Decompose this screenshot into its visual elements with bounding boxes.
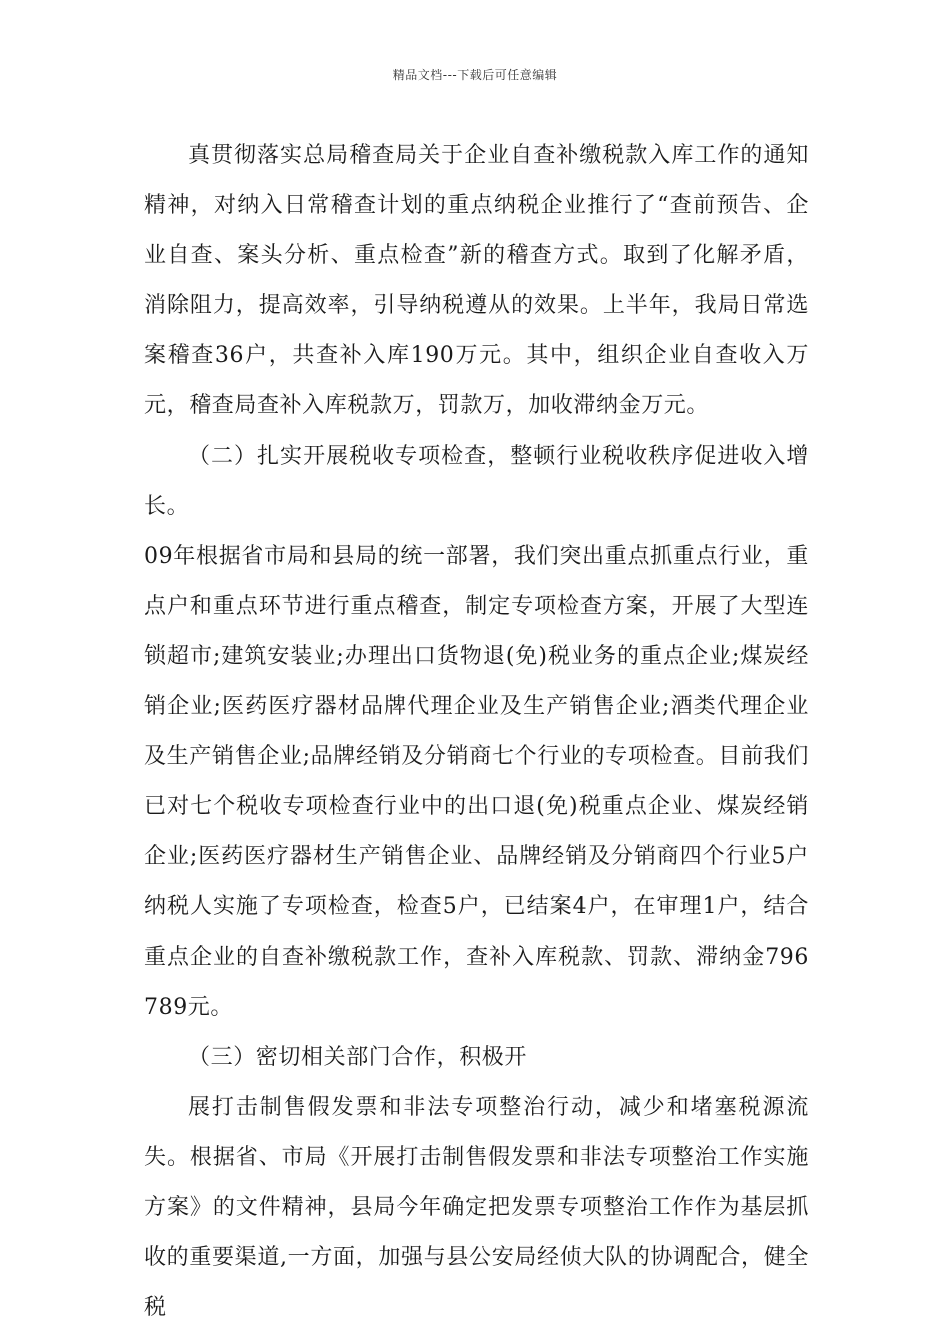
page-header: 精品文档---下载后可任意编辑	[392, 68, 558, 82]
paragraph-self-inspection: 真贯彻落实总局稽查局关于企业自查补缴税款入库工作的通知精神，对纳入日常稽查计划的重点纳税企业推行了“查前预告、企业自查、案头分析、重点检查”新的稽查方式。取到了化解矛盾，消除阻力，提高效率，引导纳税遵从的效果。上半年，我局日常选案稽查36户，共查补入库190万元。其中，组织企业自查收入万元，稽查局查补入库税款万，罚款万，加收滞纳金万元。	[144, 143, 809, 419]
paragraph-section-3-heading: （三）密切相关部门合作，积极开	[188, 1044, 528, 1070]
paragraph-special-inspection: 09年根据省市局和县局的统一部署，我们突出重点抓重点行业，重点户和重点环节进行重点稽查，制定专项检查方案，开展了大型连锁超市;建筑安装业;办理出口货物退(免)税业务的重点企业;煤炭经销企业;医药医疗器材品牌代理企业及生产销售企业;酒类代理企业及生产销售企业;品牌经销及分销商七个行业的专项检查。目前我们已对七个税收专项检查行业中的出口退(免)税重点企业、煤炭经销企业;医药医疗器材生产销售企业、品牌经销及分销商四个行业5户纳税人实施了专项检查，检查5户，已结案4户，在审理1户，结合重点企业的自查补缴税款工作，查补入库税款、罚款、滞纳金796789元。	[144, 543, 809, 1020]
document-body	[144, 131, 809, 1333]
paragraph-section-2-heading: （二）扎实开展税收专项检查，整顿行业税收秩序促进收入增长。	[144, 443, 809, 519]
paragraph-invoice-crackdown: 展打击制售假发票和非法专项整治行动，减少和堵塞税源流失。根据省、市局《开展打击制售假发票和非法专项整治工作实施方案》的文件精神，县局今年确定把发票专项整治工作作为基层抓收的重要渠道,一方面，加强与县公安局经侦大队的协调配合，健全税	[144, 1094, 809, 1321]
